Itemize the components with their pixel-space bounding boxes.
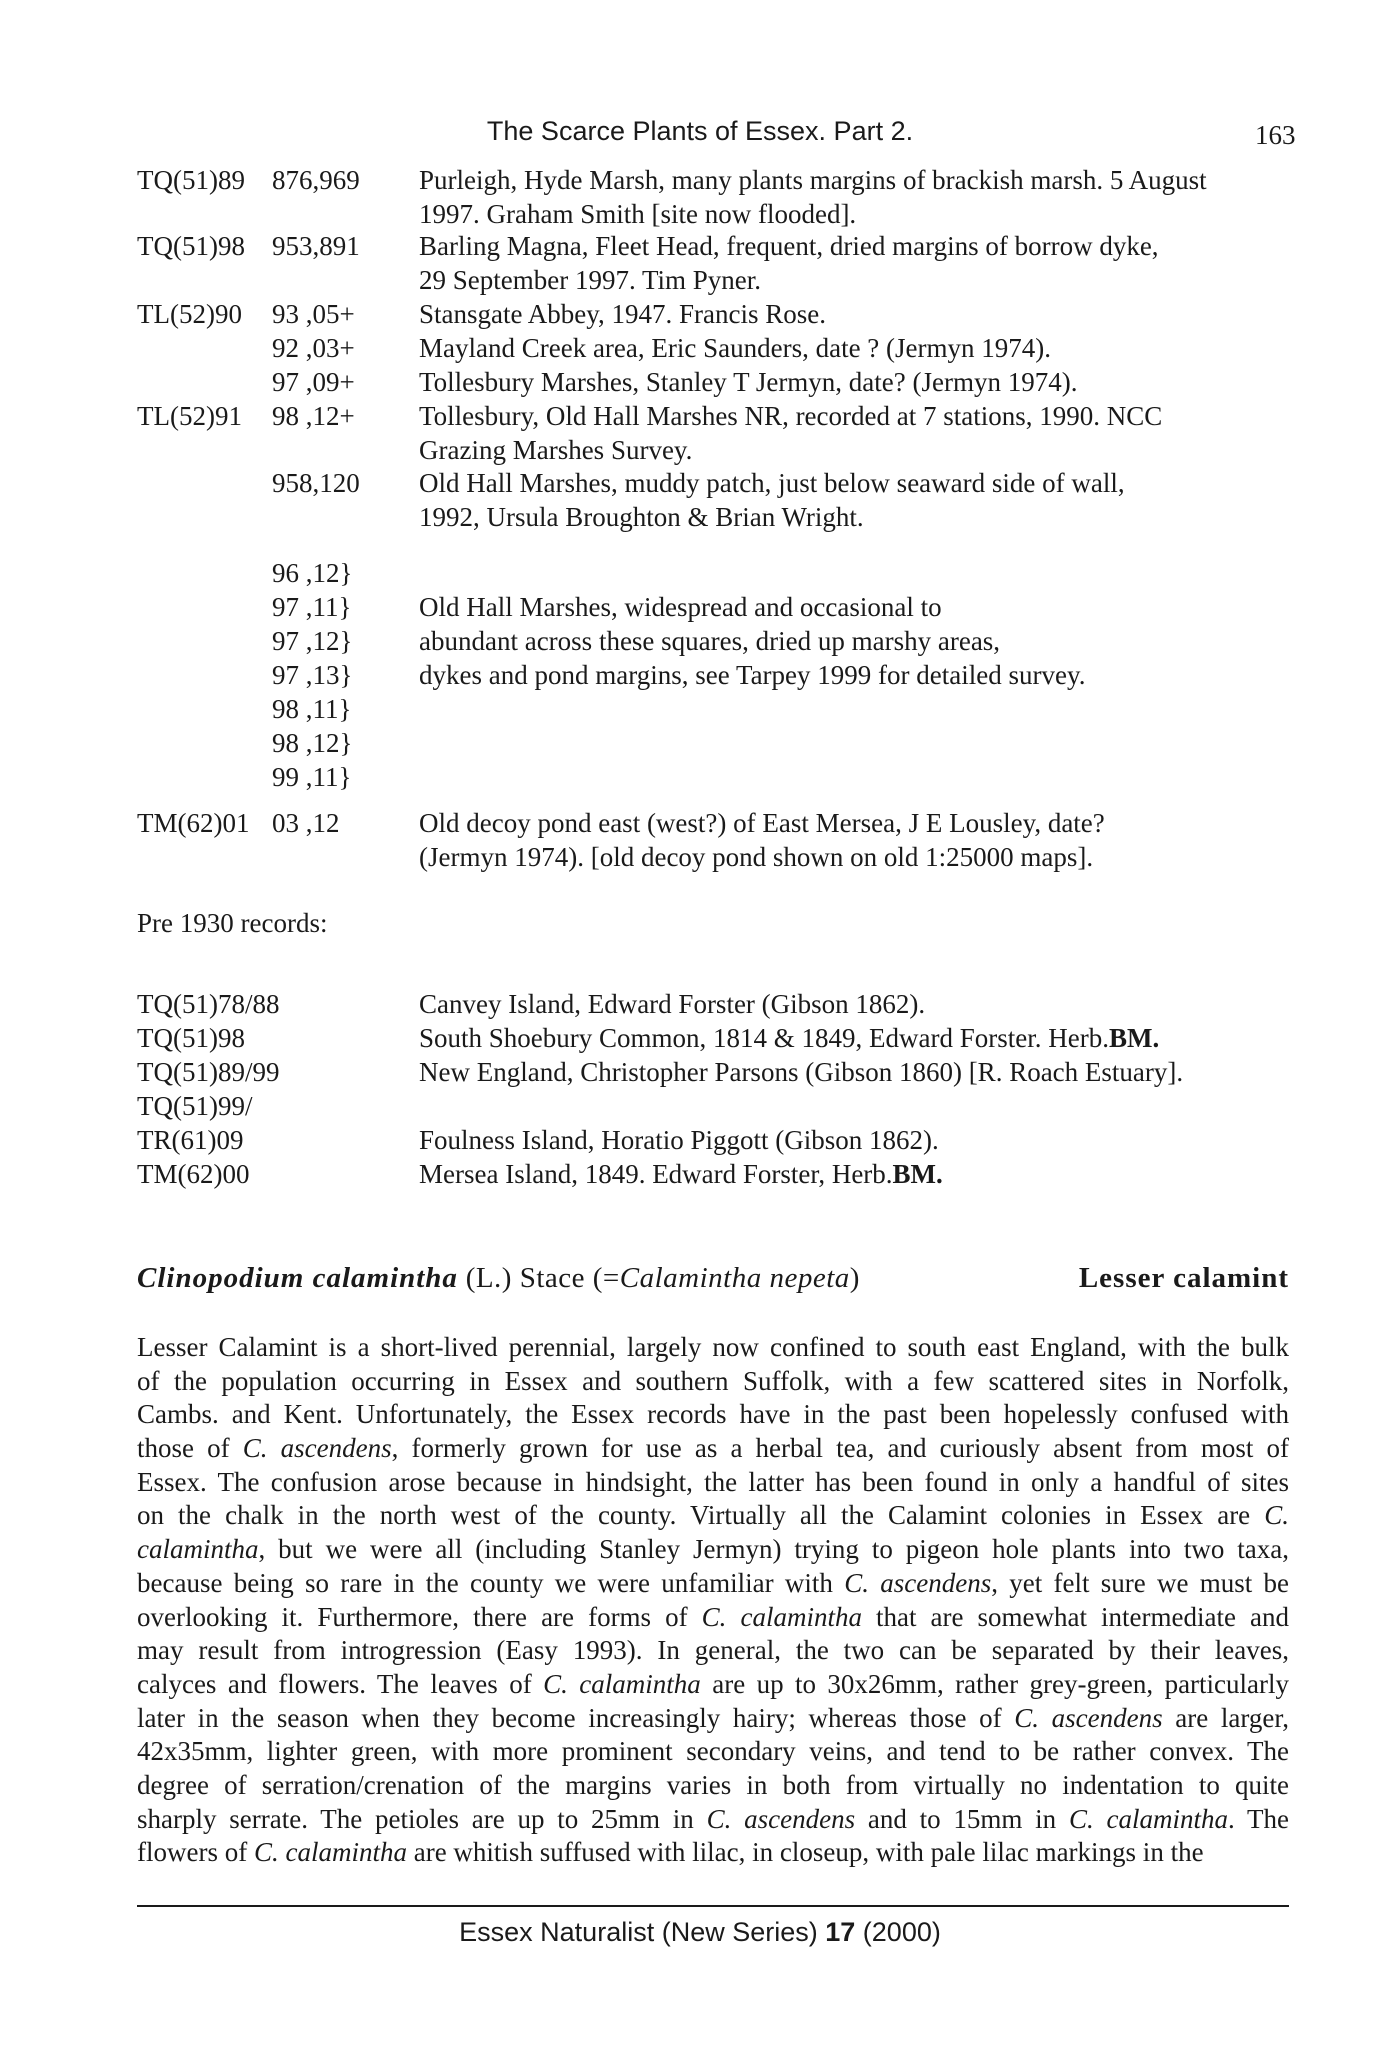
paragraph-line: Cambs. and Kent. Unfortunately, the Essex records have in the past been hopelessly confused with xyxy=(137,1399,1289,1430)
pre-1930-description: Mersea Island, 1849. Edward Forster, Herb.BM. xyxy=(419,1159,943,1189)
pre-1930-description: Canvey Island, Edward Forster (Gibson 1862). xyxy=(419,989,926,1019)
record-coordinates: 876,969 xyxy=(272,165,360,195)
paragraph-line: overlooking it. Furthermore, there are forms of C. calamintha that are somewhat intermediate and xyxy=(137,1601,1290,1632)
footer-rule xyxy=(137,1905,1289,1907)
paragraph-line: flowers of C. calamintha are whitish suffused with lilac, in closeup, with pale lilac markings in the xyxy=(137,1837,1204,1868)
species-scientific-name: Clinopodium calamintha xyxy=(137,1262,458,1294)
paragraph-line: those of C. ascendens, formerly grown for use as a herbal tea, and curiously absent from most of xyxy=(137,1433,1289,1464)
paragraph-line: calamintha, but we were all (including Stanley Jermyn) trying to pigeon hole plants into two taxa, xyxy=(137,1534,1289,1565)
species-synonym-close: ) xyxy=(849,1262,860,1294)
species-common-name: Lesser calamint xyxy=(1078,1262,1289,1294)
herbarium-code: BM. xyxy=(892,1159,943,1189)
record-line: Purleigh, Hyde Marsh, many plants margins of brackish marsh. 5 August xyxy=(419,165,1207,195)
footer-journal: Essex Naturalist (New Series) xyxy=(459,1917,826,1947)
paragraph-line: Essex. The confusion arose because in hindsight, the latter has been found in only a handful of sites xyxy=(137,1466,1289,1497)
record-coordinates: 97 ,12} xyxy=(272,626,353,656)
record-line: Tollesbury Marshes, Stanley T Jermyn, date? (Jermyn 1974). xyxy=(419,367,1078,397)
record-coordinates: 953,891 xyxy=(272,231,360,261)
record-line: Stansgate Abbey, 1947. Francis Rose. xyxy=(419,299,826,329)
record-coordinates: 98 ,12} xyxy=(272,728,353,758)
record-coordinates: 958,120 xyxy=(272,468,360,498)
species-account-text xyxy=(137,1331,1289,1870)
record-description xyxy=(419,806,1299,874)
pre-1930-grid-square: TM(62)00 xyxy=(137,1159,250,1189)
record-grid-square: TM(62)01 xyxy=(137,808,250,838)
paragraph-line: on the chalk in the north west of the county. Virtually all the Calamint colonies in Essex are C. xyxy=(137,1500,1289,1531)
record-line: Old Hall Marshes, widespread and occasional to xyxy=(419,592,942,622)
paragraph-line: later in the season when they become increasingly hairy; whereas those of C. ascendens are larger, xyxy=(137,1702,1289,1733)
record-line: Barling Magna, Fleet Head, frequent, dried margins of borrow dyke, xyxy=(419,231,1159,261)
record-description xyxy=(419,590,1299,692)
record-description xyxy=(419,229,1299,297)
record-coordinates: 92 ,03+ xyxy=(272,333,355,363)
record-coordinates: 93 ,05+ xyxy=(272,299,355,329)
paragraph-line: 42x35mm, lighter green, with more prominent secondary veins, and tend to be rather convex. The xyxy=(137,1736,1289,1767)
record-description xyxy=(419,466,1299,534)
record-line: abundant across these squares, dried up marshy areas, xyxy=(419,626,1001,656)
record-grid-square: TL(52)91 xyxy=(137,401,242,431)
footer-citation xyxy=(0,1917,1400,1948)
species-heading xyxy=(137,1262,1289,1295)
record-line: Tollesbury, Old Hall Marshes NR, recorded at 7 stations, 1990. NCC xyxy=(419,401,1163,431)
record-description xyxy=(419,331,1299,365)
paragraph-line: of the population occurring in Essex and southern Suffolk, with a few scattered sites in Norfolk, xyxy=(137,1365,1289,1396)
record-coordinates: 99 ,11} xyxy=(272,762,352,792)
paragraph-line: calyces and flowers. The leaves of C. calamintha are up to 30x26mm, rather grey-green, particularly xyxy=(137,1668,1290,1699)
record-line: 1997. Graham Smith [site now flooded]. xyxy=(419,199,857,229)
record-description xyxy=(419,365,1299,399)
record-line: Old Hall Marshes, muddy patch, just below seaward side of wall, xyxy=(419,468,1125,498)
record-description xyxy=(419,399,1299,467)
page-number: 163 xyxy=(1255,120,1296,150)
record-line: Grazing Marshes Survey. xyxy=(419,435,693,465)
record-coordinates: 97 ,13} xyxy=(272,660,353,690)
species-synonym: Calamintha nepeta xyxy=(619,1262,850,1294)
pre-1930-grid-square: TQ(51)78/88 xyxy=(137,989,280,1019)
record-grid-square: TQ(51)98 xyxy=(137,231,245,261)
record-grid-square: TL(52)90 xyxy=(137,299,242,329)
paragraph-line: because being so rare in the county we were unfamiliar with C. ascendens, yet felt sure we must be xyxy=(137,1567,1289,1598)
running-title: The Scarce Plants of Essex. Part 2. xyxy=(486,116,914,146)
pre-1930-description: South Shoebury Common, 1814 & 1849, Edward Forster. Herb.BM. xyxy=(419,1023,1160,1053)
paragraph-line: may result from introgression (Easy 1993). In general, the two can be separated by their leaves, xyxy=(137,1635,1289,1666)
record-coordinates: 97 ,11} xyxy=(272,592,352,622)
pre-1930-description: Foulness Island, Horatio Piggott (Gibson 1862). xyxy=(419,1125,939,1155)
record-line: (Jermyn 1974). [old decoy pond shown on old 1:25000 maps]. xyxy=(419,842,1094,872)
record-description xyxy=(419,163,1299,231)
record-line: Old decoy pond east (west?) of East Mersea, J E Lousley, date? xyxy=(419,808,1105,838)
record-line: 1992, Ursula Broughton & Brian Wright. xyxy=(419,502,864,532)
paragraph-line: sharply serrate. The petioles are up to 25mm in C. ascendens and to 15mm in C. calamintha. The xyxy=(137,1803,1289,1834)
record-coordinates: 98 ,12+ xyxy=(272,401,355,431)
record-line: Mayland Creek area, Eric Saunders, date ? (Jermyn 1974). xyxy=(419,333,1052,363)
record-coordinates: 98 ,11} xyxy=(272,694,352,724)
footer-year: (2000) xyxy=(855,1917,941,1947)
paragraph-line: Lesser Calamint is a short-lived perennial, largely now confined to south east England, with the bulk xyxy=(137,1332,1289,1362)
record-description xyxy=(419,297,1299,331)
pre-1930-grid-square: TR(61)09 xyxy=(137,1125,244,1155)
record-coordinates: 03 ,12 xyxy=(272,808,340,838)
footer-volume: 17 xyxy=(825,1917,856,1947)
record-grid-square: TQ(51)89 xyxy=(137,165,245,195)
record-coordinates: 97 ,09+ xyxy=(272,367,355,397)
pre-1930-grid-square: TQ(51)98 xyxy=(137,1023,245,1053)
record-line: dykes and pond margins, see Tarpey 1999 for detailed survey. xyxy=(419,660,1086,690)
paragraph-line: degree of serration/crenation of the margins varies in both from virtually no indentation to quite xyxy=(137,1769,1289,1800)
pre-1930-grid-square: TQ(51)89/99 xyxy=(137,1057,280,1087)
herbarium-code: BM. xyxy=(1108,1023,1160,1053)
pre-1930-description: New England, Christopher Parsons (Gibson 1860) [R. Roach Estuary]. xyxy=(419,1057,1184,1087)
record-coordinates: 96 ,12} xyxy=(272,558,353,588)
record-line: 29 September 1997. Tim Pyner. xyxy=(419,265,762,295)
species-authority: (L.) Stace (= xyxy=(457,1262,620,1294)
pre-1930-heading: Pre 1930 records: xyxy=(137,908,328,938)
pre-1930-grid-square: TQ(51)99/ xyxy=(137,1091,253,1121)
